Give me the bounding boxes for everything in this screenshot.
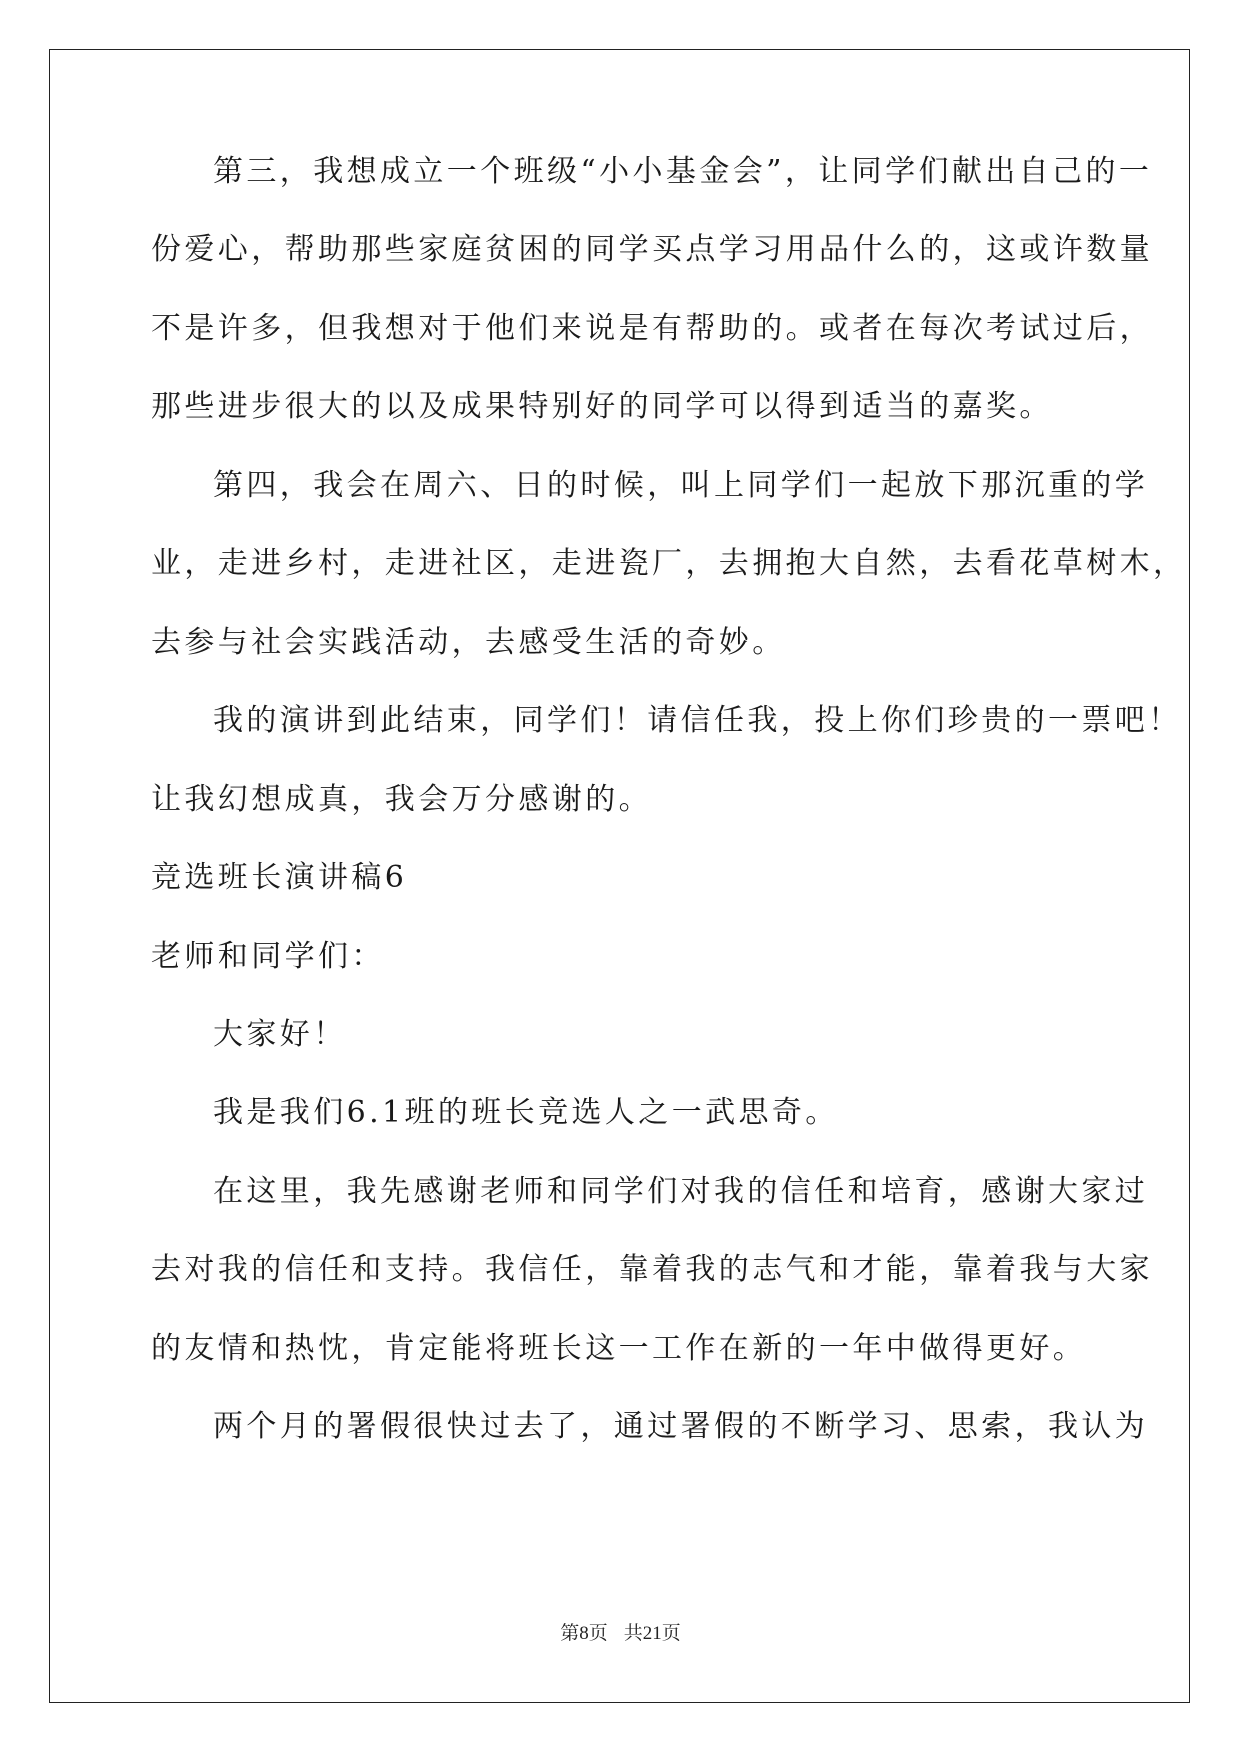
paragraph-line: 的友情和热忱，肯定能将班长这一工作在新的一年中做得更好。	[151, 1331, 1087, 1366]
greeting: 大家好！	[213, 1017, 347, 1052]
paragraph-line: 去对我的信任和支持。我信任，靠着我的志气和才能，靠着我与大家	[151, 1252, 1153, 1287]
paragraph-line: 那些进步很大的以及成果特别好的同学可以得到适当的嘉奖。	[151, 389, 1053, 424]
salutation: 老师和同学们：	[151, 939, 385, 974]
paragraph-line: 我的演讲到此结束，同学们！请信任我，投上你们珍贵的一票吧！	[213, 703, 1182, 738]
paragraph-line: 在这里，我先感谢老师和同学们对我的信任和培育，感谢大家过	[213, 1174, 1149, 1209]
page-footer	[0, 1618, 1241, 1645]
paragraph-line: 份爱心，帮助那些家庭贫困的同学买点学习用品什么的，这或许数量	[151, 232, 1153, 267]
page-number: 第8页	[560, 1623, 608, 1644]
paragraph-line: 第四，我会在周六、日的时候，叫上同学们一起放下那沉重的学	[213, 468, 1149, 503]
paragraph-line: 两个月的署假很快过去了，通过署假的不断学习、思索，我认为	[213, 1409, 1149, 1444]
paragraph-line: 第三，我想成立一个班级“小小基金会”，让同学们献出自己的一	[213, 154, 1153, 189]
paragraph-line: 让我幻想成真，我会万分感谢的。	[151, 782, 652, 817]
page-total: 共21页	[623, 1623, 681, 1644]
paragraph-line: 我是我们6.1班的班长竞选人之一武思奇。	[213, 1095, 839, 1130]
paragraph-line: 去参与社会实践活动，去感受生活的奇妙。	[151, 625, 786, 660]
paragraph-line: 不是许多，但我想对于他们来说是有帮助的。或者在每次考试过后，	[151, 311, 1153, 346]
paragraph-line: 业，走进乡村，走进社区，走进瓷厂，去拥抱大自然，去看花草树木，	[151, 546, 1187, 581]
section-heading: 竞选班长演讲稿6	[151, 860, 408, 895]
